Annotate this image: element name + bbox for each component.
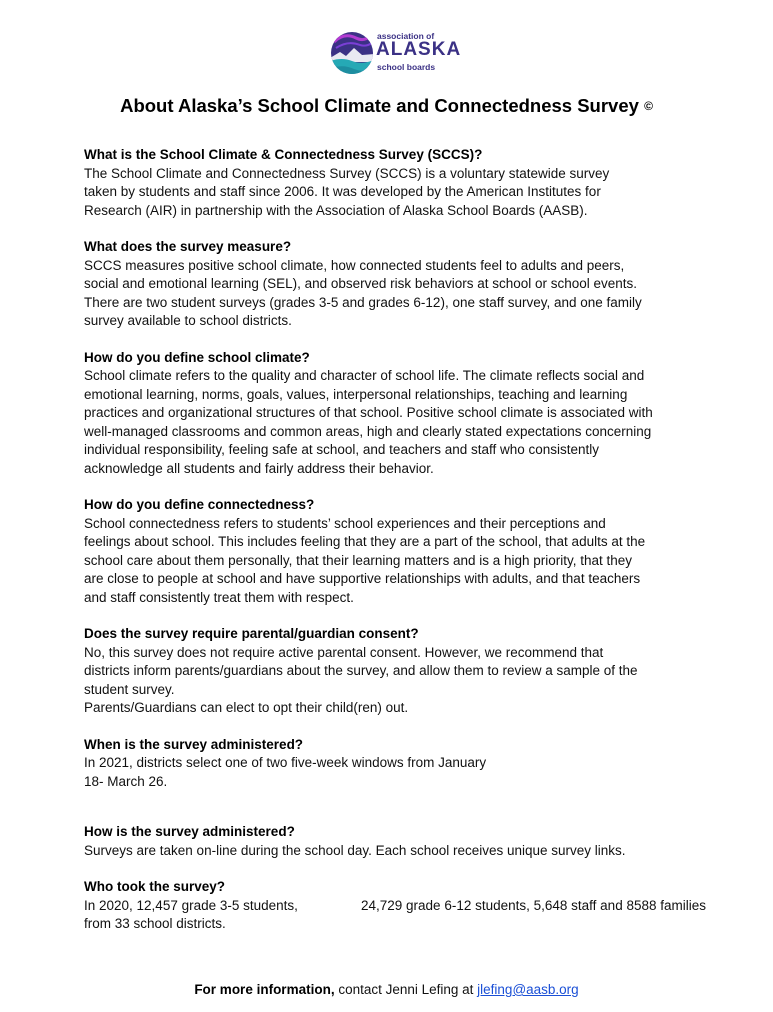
section-school-climate xyxy=(84,349,744,479)
aasb-logo xyxy=(330,28,462,80)
section-heading: What is the School Climate & Connectedness Survey (SCCS)? xyxy=(84,147,483,162)
logo-line-1: association of xyxy=(377,31,435,41)
content-body xyxy=(84,146,744,952)
section-heading: How do you define school climate? xyxy=(84,349,310,365)
section-heading: Who took the survey? xyxy=(84,879,226,894)
section-body: No, this survey does not require active parental consent. However, we recommend that districts inform parents/guardians about the survey, and allow them to review a sample of the student survey. Parents/Guardians can elect to opt their child(ren) out. xyxy=(84,644,638,715)
who-took-part-a: In 2020, 12,457 grade 3-5 students, xyxy=(84,897,298,913)
copyright-mark: © xyxy=(644,99,653,113)
section-body: SCCS measures positive school climate, how connected students feel to adults and peers, social and emotional learning (SEL), and observed risk behaviors at school or school events. There are two student surveys (grades 3-5 and grades 6-12), one staff survey, and one family survey available to school districts. xyxy=(84,257,642,328)
section-connectedness xyxy=(84,496,744,607)
section-how-administered xyxy=(84,823,744,860)
section-body: The School Climate and Connectedness Survey (SCCS) is a voluntary statewide survey taken by students and staff since 2006. It was developed by the American Institutes for Research (AIR) in partnership with the Association of Alaska School Boards (AASB). xyxy=(84,165,610,218)
who-took-part-b: 24,729 grade 6-12 students, 5,648 staff and 8588 families xyxy=(361,897,706,913)
footer-bold: For more information, xyxy=(194,982,335,997)
section-body: School connectedness refers to students’ school experiences and their perceptions and feelings about school. This includes feeling that they are a part of the school, that adults at the school care about them personally, that their learning matters and is a high priority, that they are close to people at school and have supportive relationships with adults, and that teachers and staff consistently treat them with respect. xyxy=(84,515,646,605)
section-consent xyxy=(84,625,744,718)
page-title xyxy=(0,95,773,117)
who-took-line-2: from 33 school districts. xyxy=(84,916,226,931)
section-when-administered xyxy=(84,736,744,792)
logo-line-3: school boards xyxy=(377,62,436,72)
section-heading: How is the survey administered? xyxy=(84,824,295,839)
who-took-line-1 xyxy=(84,897,744,916)
section-heading: What does the survey measure? xyxy=(84,239,292,254)
contact-footer xyxy=(0,982,773,997)
section-heading: How do you define connectedness? xyxy=(84,497,315,512)
title-text: About Alaska’s School Climate and Connectedness Survey xyxy=(120,95,639,116)
logo-line-2: ALASKA xyxy=(376,39,462,60)
email-link[interactable]: jlefing@aasb.org xyxy=(477,982,579,997)
section-what-is-sccs xyxy=(84,146,744,220)
footer-text: contact Jenni Lefing at xyxy=(334,982,478,997)
logo-emblem-icon xyxy=(330,28,374,78)
section-heading: When is the survey administered? xyxy=(84,736,304,752)
section-body: Surveys are taken on-line during the school day. Each school receives unique survey links. xyxy=(84,842,626,858)
section-who-took xyxy=(84,878,744,934)
section-heading: Does the survey require parental/guardian consent? xyxy=(84,626,419,641)
section-what-measure xyxy=(84,238,744,331)
section-body: School climate refers to the quality and character of school life. The climate reflects social and emotional learning, norms, goals, values, interpersonal relationships, teaching and learning practices and organizational structures of that school. Positive school climate is associated with well-managed classrooms and common areas, high and clearly stated expectations concerning individual responsibility, feeling safe at school, and teachers and staff who consistently acknowledge all students and fairly address their behavior. xyxy=(84,368,653,476)
section-body: In 2021, districts select one of two five-week windows from January 18- March 26. xyxy=(84,755,487,789)
